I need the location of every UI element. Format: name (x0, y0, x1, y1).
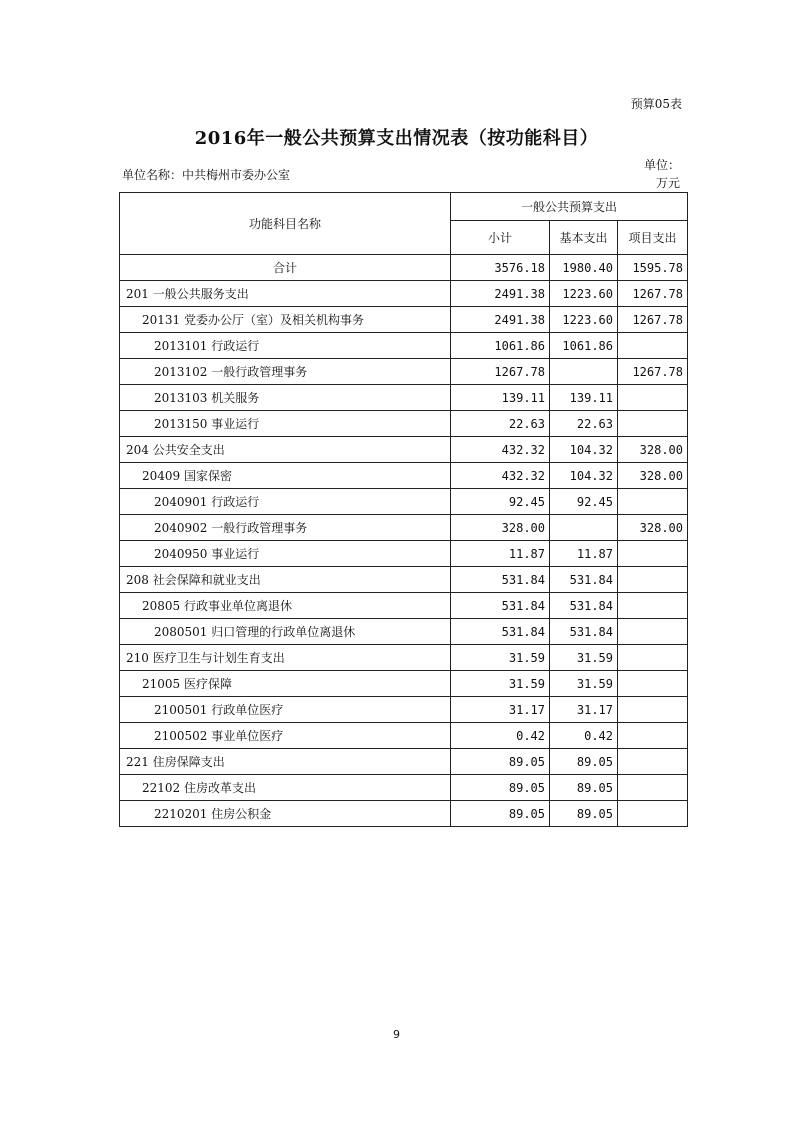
table-row (120, 463, 688, 489)
row-subtotal: 11.87 (451, 541, 550, 567)
row-subtotal: 31.59 (451, 671, 550, 697)
row-function-name: 2100502 事业单位医疗 (120, 723, 451, 749)
table-row (120, 411, 688, 437)
row-project: 328.00 (618, 437, 688, 463)
row-subtotal: 2491.38 (451, 281, 550, 307)
header-basic: 基本支出 (550, 221, 618, 255)
table-row (120, 489, 688, 515)
row-subtotal: 89.05 (451, 775, 550, 801)
row-subtotal: 432.32 (451, 437, 550, 463)
row-project (618, 489, 688, 515)
page-number: 9 (393, 1028, 400, 1041)
row-basic: 139.11 (550, 385, 618, 411)
row-basic: 89.05 (550, 749, 618, 775)
row-project (618, 593, 688, 619)
row-project (618, 723, 688, 749)
row-subtotal: 31.59 (451, 645, 550, 671)
row-subtotal: 531.84 (451, 593, 550, 619)
row-basic: 89.05 (550, 801, 618, 827)
row-project (618, 697, 688, 723)
row-function-name: 2013102 一般行政管理事务 (120, 359, 451, 385)
row-basic: 531.84 (550, 567, 618, 593)
row-project (618, 567, 688, 593)
table-row (120, 801, 688, 827)
row-subtotal: 89.05 (451, 749, 550, 775)
row-basic: 1061.86 (550, 333, 618, 359)
table-row (120, 437, 688, 463)
row-subtotal: 1061.86 (451, 333, 550, 359)
table-row (120, 749, 688, 775)
row-function-name: 201 一般公共服务支出 (120, 281, 451, 307)
table-row (120, 723, 688, 749)
budget-table (119, 192, 688, 827)
row-project (618, 749, 688, 775)
row-function-name: 2013150 事业运行 (120, 411, 451, 437)
row-project: 328.00 (618, 463, 688, 489)
row-project (618, 619, 688, 645)
row-project: 1267.78 (618, 307, 688, 333)
table-row (120, 541, 688, 567)
row-subtotal: 2491.38 (451, 307, 550, 333)
row-basic: 89.05 (550, 775, 618, 801)
table-row (120, 593, 688, 619)
row-basic: 31.17 (550, 697, 618, 723)
row-function-name: 20805 行政事业单位离退休 (120, 593, 451, 619)
row-subtotal: 531.84 (451, 619, 550, 645)
row-basic: 104.32 (550, 437, 618, 463)
table-row (120, 385, 688, 411)
row-function-name: 210 医疗卫生与计划生育支出 (120, 645, 451, 671)
row-basic: 92.45 (550, 489, 618, 515)
row-project: 328.00 (618, 515, 688, 541)
unit-name: 单位名称：中共梅州市委办公室 (122, 168, 291, 182)
header-function-name: 功能科目名称 (120, 193, 451, 255)
row-project: 1267.78 (618, 359, 688, 385)
total-subtotal: 3576.18 (451, 255, 550, 281)
header-project: 项目支出 (618, 221, 688, 255)
form-number: 预算05表 (630, 97, 682, 111)
row-basic: 31.59 (550, 645, 618, 671)
table-row (120, 567, 688, 593)
row-subtotal: 1267.78 (451, 359, 550, 385)
row-function-name: 20409 国家保密 (120, 463, 451, 489)
row-project: 1267.78 (618, 281, 688, 307)
table-row (120, 307, 688, 333)
row-project (618, 333, 688, 359)
row-project (618, 671, 688, 697)
row-function-name: 221 住房保障支出 (120, 749, 451, 775)
table-row (120, 775, 688, 801)
total-label: 合计 (120, 255, 451, 281)
header-subtotal: 小计 (451, 221, 550, 255)
row-project (618, 385, 688, 411)
row-basic: 31.59 (550, 671, 618, 697)
row-function-name: 2210201 住房公积金 (120, 801, 451, 827)
row-basic: 531.84 (550, 593, 618, 619)
row-subtotal: 139.11 (451, 385, 550, 411)
row-basic (550, 515, 618, 541)
row-function-name: 2040902 一般行政管理事务 (120, 515, 451, 541)
row-function-name: 2100501 行政单位医疗 (120, 697, 451, 723)
table-row (120, 281, 688, 307)
header-row (120, 193, 688, 221)
row-subtotal: 89.05 (451, 801, 550, 827)
table-row (120, 515, 688, 541)
table-row (120, 671, 688, 697)
row-basic: 11.87 (550, 541, 618, 567)
row-basic: 531.84 (550, 619, 618, 645)
row-function-name: 2013103 机关服务 (120, 385, 451, 411)
row-function-name: 2013101 行政运行 (120, 333, 451, 359)
total-project: 1595.78 (618, 255, 688, 281)
row-project (618, 411, 688, 437)
row-project (618, 801, 688, 827)
table-row (120, 619, 688, 645)
row-basic: 1223.60 (550, 281, 618, 307)
header-general-budget: 一般公共预算支出 (451, 193, 688, 221)
row-function-name: 204 公共安全支出 (120, 437, 451, 463)
page-title: 2016年一般公共预算支出情况表（按功能科目） (194, 128, 599, 149)
row-subtotal: 432.32 (451, 463, 550, 489)
unit-label: 单位：万元 (643, 158, 680, 190)
row-subtotal: 328.00 (451, 515, 550, 541)
row-basic: 0.42 (550, 723, 618, 749)
total-row (120, 255, 688, 281)
row-function-name: 2040901 行政运行 (120, 489, 451, 515)
table-row (120, 645, 688, 671)
row-subtotal: 531.84 (451, 567, 550, 593)
row-function-name: 20131 党委办公厅（室）及相关机构事务 (120, 307, 451, 333)
row-function-name: 22102 住房改革支出 (120, 775, 451, 801)
row-subtotal: 92.45 (451, 489, 550, 515)
row-function-name: 208 社会保障和就业支出 (120, 567, 451, 593)
row-basic: 1223.60 (550, 307, 618, 333)
table-row (120, 697, 688, 723)
row-function-name: 21005 医疗保障 (120, 671, 451, 697)
row-subtotal: 22.63 (451, 411, 550, 437)
table-row (120, 333, 688, 359)
row-basic: 104.32 (550, 463, 618, 489)
total-basic: 1980.40 (550, 255, 618, 281)
row-project (618, 645, 688, 671)
row-function-name: 2040950 事业运行 (120, 541, 451, 567)
row-basic (550, 359, 618, 385)
row-subtotal: 0.42 (451, 723, 550, 749)
table-row (120, 359, 688, 385)
row-project (618, 775, 688, 801)
row-subtotal: 31.17 (451, 697, 550, 723)
row-project (618, 541, 688, 567)
row-basic: 22.63 (550, 411, 618, 437)
row-function-name: 2080501 归口管理的行政单位离退休 (120, 619, 451, 645)
